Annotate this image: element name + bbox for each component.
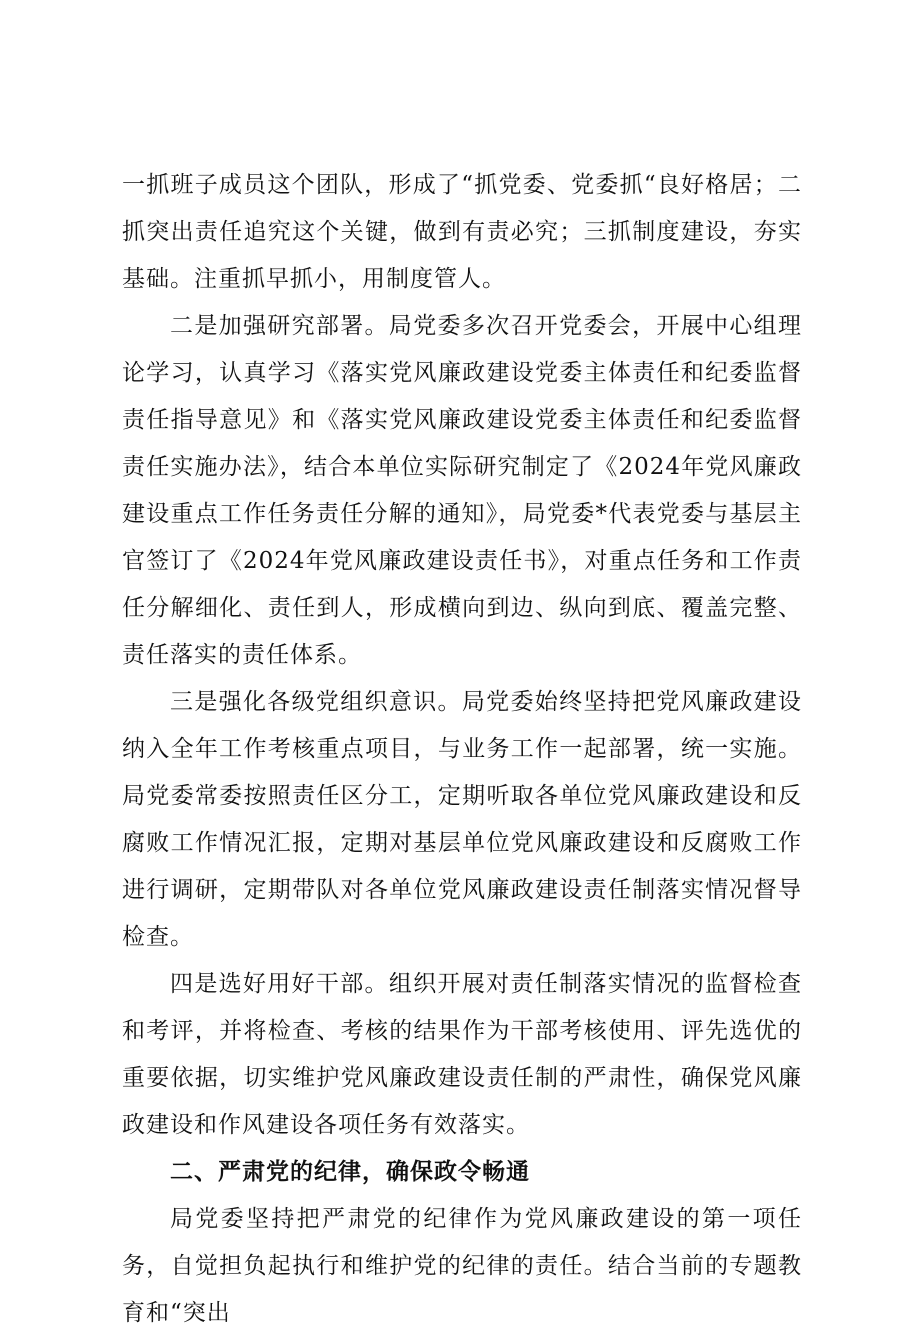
document-body [122, 162, 802, 1337]
paragraph-research-deployment: 二是加强研究部署。局党委多次召开党委会，开展中心组理论学习，认真学习《落实党风廉政建设党委主体责任和纪委监督责任指导意见》和《落实党风廉政建设党委主体责任和纪委监督责任实施办法》，结合本单位实际研究制定了《2024年党风廉政建设重点工作任务责任分解的通知》，局党委*代表党委与基层主官签订了《2024年党风廉政建设责任书》，对重点任务和工作责任分解细化、责任到人，形成横向到边、纵向到底、覆盖完整、责任落实的责任体系。 [122, 313, 802, 668]
paragraph-party-awareness: 三是强化各级党组织意识。局党委始终坚持把党风廉政建设纳入全年工作考核重点项目，与业务工作一起部署，统一实施。局党委常委按照责任区分工，定期听取各单位党风廉政建设和反腐败工作情况汇报，定期对基层单位党风廉政建设和反腐败工作进行调研，定期带队对各单位党风廉政建设责任制落实情况督导检查。 [122, 689, 802, 950]
section-heading-discipline: 二、严肃党的纪律，确保政令畅通 [170, 1159, 530, 1185]
paragraph-leadership-grasp: 一抓班子成员这个团队，形成了“抓党委、党委抓“良好格居；二抓突出责任追究这个关键，做到有责必究；三抓制度建设，夯实基础。注重抓早抓小，用制度管人。 [122, 172, 802, 292]
paragraph-cadre-selection: 四是选好用好干部。组织开展对责任制落实情况的监督检查和考评，并将检查、考核的结果作为干部考核使用、评先选优的重要依据，切实维护党风廉政建设责任制的严肃性，确保党风廉政建设和作风建设各项任务有效落实。 [122, 971, 802, 1138]
paragraph-discipline-intro: 局党委坚持把严肃党的纪律作为党风廉政建设的第一项任务，自觉担负起执行和维护党的纪律的责任。结合当前的专题教育和“突出 [122, 1206, 802, 1326]
